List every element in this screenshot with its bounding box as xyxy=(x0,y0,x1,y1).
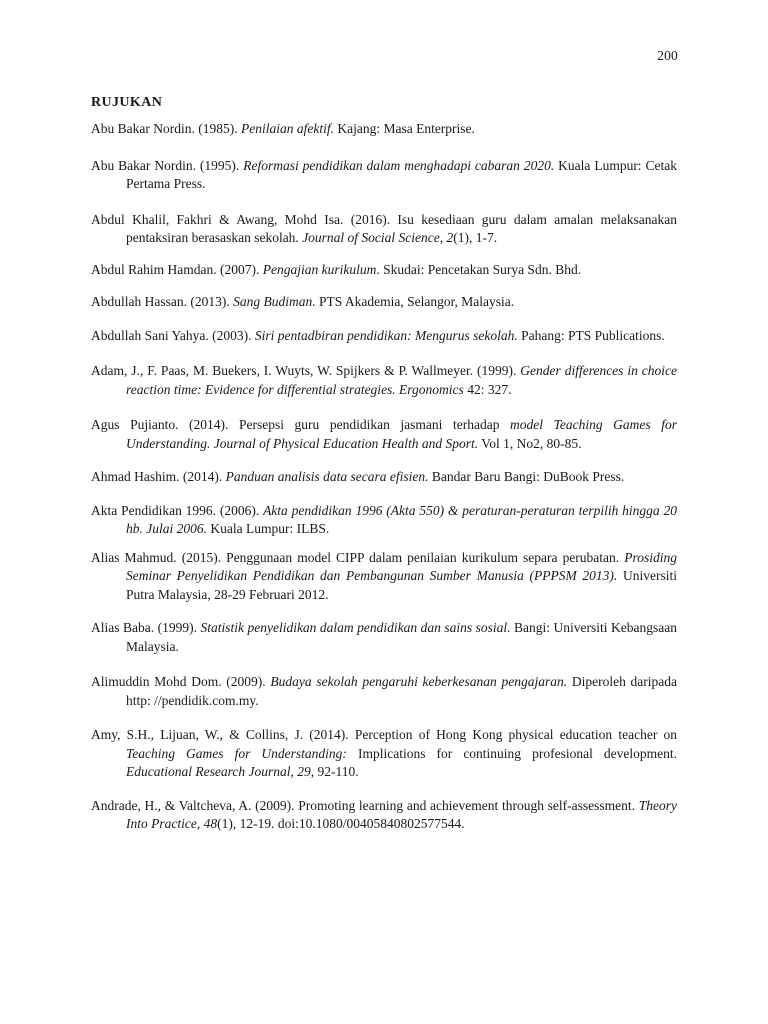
reference-text: , xyxy=(439,230,447,245)
reference-text: Agus Pujianto. (2014). Persepsi guru pendidikan jasmani terhadap xyxy=(91,417,511,432)
page-number: 200 xyxy=(657,48,678,63)
reference-italic-text: Prosiding Seminar Penyelidikan Pendidikan dan Pembangunan Sumber Manusia (PPPSM 2013). xyxy=(126,549,677,583)
reference-text: Pahang: PTS Publications. xyxy=(517,327,665,343)
reference-entry xyxy=(91,211,677,248)
reference-text: Ahmad Hashim. (2014). xyxy=(91,469,226,484)
reference-entry xyxy=(91,120,677,139)
reference-text: Abu Bakar Nordin. (1995). xyxy=(91,157,244,173)
reference-entry xyxy=(91,261,677,280)
reference-italic-text: Penilaian afektif. xyxy=(240,121,334,136)
reference-entry xyxy=(91,327,677,346)
references-heading: RUJUKAN xyxy=(91,95,163,110)
reference-text: 42: 327. xyxy=(463,381,512,397)
reference-text: Abdullah Hassan. (2013). xyxy=(91,294,234,309)
reference-entry xyxy=(91,502,677,539)
reference-entry xyxy=(91,619,677,656)
reference-entry xyxy=(91,416,677,453)
reference-text: Diperoleh daripada http: //pendidik.com.my. xyxy=(126,674,678,708)
reference-text: Kuala Lumpur: Cetak Pertama Press. xyxy=(126,157,677,191)
reference-entry xyxy=(91,797,677,834)
reference-text: Alias Baba. (1999). xyxy=(91,620,201,635)
reference-text: Bandar Baru Bangi: DuBook Press. xyxy=(428,469,625,484)
reference-text: Universiti Putra Malaysia, 28-29 Februari 2012. xyxy=(126,568,677,602)
reference-text: Abdul Rahim Hamdan. (2007). xyxy=(91,261,263,277)
reference-text: Implications for continuing profesional development. xyxy=(346,745,678,761)
reference-italic-text: Siri pentadbiran pendidikan: Mengurus sekolah. xyxy=(254,327,518,343)
reference-italic-text: Journal of Social Science xyxy=(302,230,440,245)
reference-italic-text: Reformasi pendidikan dalam menghadapi cabaran 2020. xyxy=(243,157,555,173)
reference-italic-text: Teaching Games for Understanding: xyxy=(126,745,347,761)
reference-italic-text: Panduan analisis data secara efisien. xyxy=(225,469,429,484)
reference-italic-text: Akta pendidikan 1996 (Akta 550) & peraturan-peraturan terpilih hingga 20 hb. Julai 2006. xyxy=(126,502,677,536)
reference-text: Alias Mahmud. (2015). Penggunaan model CIPP dalam penilaian kurikulum separa perubatan. xyxy=(91,549,625,565)
reference-entry xyxy=(91,468,677,487)
reference-text: Abu Bakar Nordin. (1985). xyxy=(91,121,241,136)
reference-entry xyxy=(91,293,677,312)
reference-text: Amy, S.H., Lijuan, W., & Collins, J. (2014). Perception of Hong Kong physical education teacher on xyxy=(91,727,677,742)
reference-text: . Skudai: Pencetakan Surya Sdn. Bhd. xyxy=(376,261,582,277)
reference-italic-text: Sang Budiman. xyxy=(233,294,316,309)
reference-text: Vol 1, No2, 80-85. xyxy=(478,435,582,451)
reference-italic-text: 2 xyxy=(446,230,454,245)
reference-text: Kuala Lumpur: ILBS. xyxy=(207,521,330,536)
reference-text: PTS Akademia, Selangor, Malaysia. xyxy=(315,294,515,309)
reference-entry xyxy=(91,726,677,782)
reference-italic-text: Gender differences in choice reaction time: Evidence for differential strategies. Ergonomics xyxy=(126,363,677,397)
reference-italic-text: Educational Research Journal, 29, xyxy=(126,764,315,779)
reference-text: Abdullah Sani Yahya. (2003). xyxy=(91,327,255,343)
reference-list xyxy=(91,120,677,834)
reference-italic-text: Pengajian kurikulum xyxy=(262,261,377,277)
reference-italic-text: Budaya sekolah pengaruhi keberkesanan pengajaran. xyxy=(270,674,568,689)
reference-text: (1), 12-19. doi:10.1080/00405840802577544. xyxy=(217,816,465,831)
reference-text: Akta Pendidikan 1996. (2006). xyxy=(91,502,264,518)
reference-italic-text: Statistik penyelidikan dalam pendidikan dan sains sosial. xyxy=(200,620,511,635)
reference-italic-text: model Teaching Games for Understanding. Journal of Physical Education Health and Sport. xyxy=(126,417,677,451)
reference-text: (1), 1-7. xyxy=(453,230,498,245)
reference-entry xyxy=(91,549,677,605)
reference-text: 92-110. xyxy=(314,764,359,779)
reference-text: Andrade, H., & Valtcheva, A. (2009). Promoting learning and achievement through self-assessment. xyxy=(91,797,639,813)
reference-text: Alimuddin Mohd Dom. (2009). xyxy=(91,674,271,689)
reference-entry xyxy=(91,157,677,194)
reference-text: Adam, J., F. Paas, M. Buekers, I. Wuyts, W. Spijkers & P. Wallmeyer. (1999). xyxy=(91,363,521,378)
reference-entry xyxy=(91,673,677,710)
reference-text: Kajang: Masa Enterprise. xyxy=(333,121,475,136)
reference-entry xyxy=(91,362,677,399)
reference-italic-text: Theory Into Practice, 48 xyxy=(126,797,677,831)
reference-text: Bangi: Universiti Kebangsaan Malaysia. xyxy=(126,620,677,654)
reference-text: Abdul Khalil, Fakhri & Awang, Mohd Isa. (2016). Isu kesediaan guru dalam amalan melaksanakan pentaksiran berasaskan sekolah. xyxy=(91,211,677,245)
